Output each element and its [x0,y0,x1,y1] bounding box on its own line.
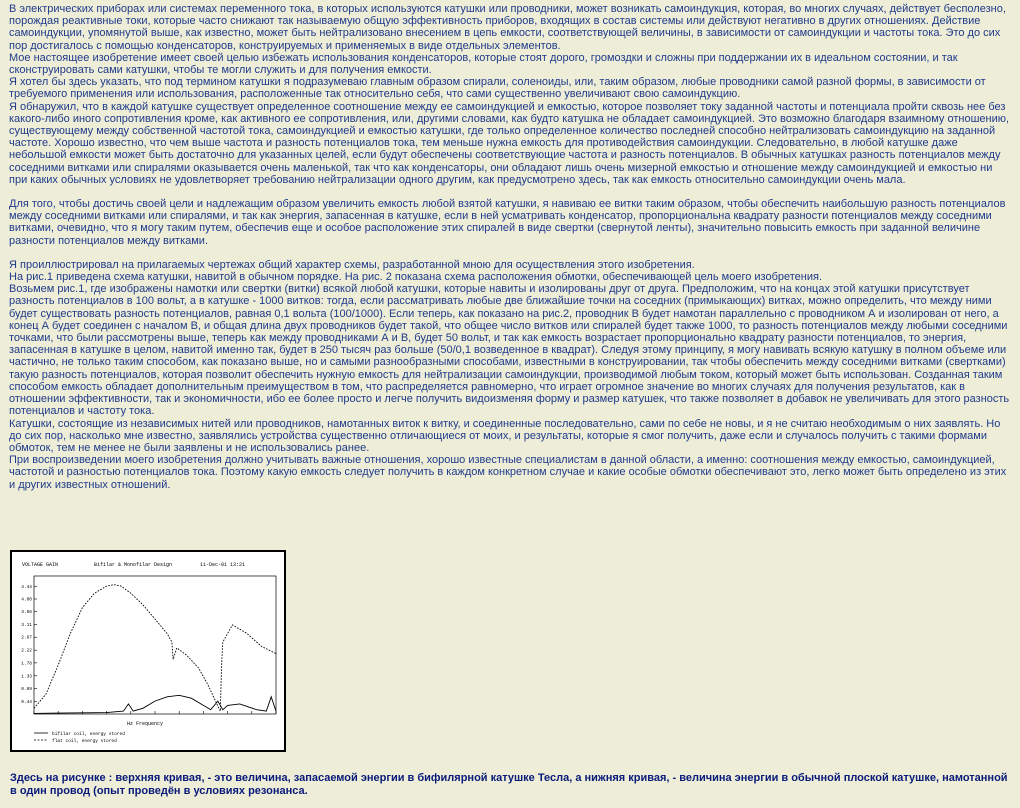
chart-header-left: VOLTAGE GAIN [22,562,59,568]
paragraph: Я проиллюстрировал на прилагаемых чертежах общий характер схемы, разработанной мною для осуществления этого изобретения. [9,258,695,271]
paragraph-gap [9,186,1013,198]
y-tick-label: 4.00 [21,597,32,603]
y-tick-label: 3.56 [21,610,32,616]
legend-label: flat coil, energy stored [52,739,117,744]
paragraph: Мое настоящее изобретение имеет своей целью избежать использования конденсаторов, которые стоят дорого, громоздки и сложны при поддержании их в идеальном состоянии, и так сконструировать сами катушки, чтобы те могли служить и для получения емкости. [9,51,958,77]
voltage-gain-chart [12,552,284,750]
y-tick-label: 2.67 [21,635,32,641]
paragraph: Возьмем рис.1, где изображены намотки или свертки (витки) всякой любой катушки, которые навиты и изолированы друг от друга. Предположим, что на концах этой катушки присутствует разность потенциалов в 100 вольт, а в катушке - 1000 витков: тогда, если рассматривать любые две ближайшие точки на соседних (примыкающих) витках, можно определить, что между ними будет существовать разность потенциалов, равная 0,1 вольта (100/1000). Если теперь, как показано на рис.2, проводник В будет намотан параллельно с проводником А и изолирован от него, а конец А будет соединен с началом В, и общая длина двух проводников будет такой, что общее число витков или спиралей будет также 1000, то разность потенциалов между любыми соседними точками, что были рассмотрены выше, теперь как между проводниками А и В, будет 50 вольт, и так как емкость возрастает пропорционально квадрату разности потенциалов, то энергия, запасенная в катушке в целом, навитой именно так, будет в 250 тысяч раз больше (50/0,1 возведенное в квадрат). Следуя этому принципу, я могу навивать всякую катушку в полном объеме или частично, не только таким способом, как показано выше, но и самыми разнообразными способами, известными в конструировании, так чтобы обеспечить между соседними витками (свертками) такую разность потенциалов, которая позволит обеспечить нужную емкость для нейтрализации самоиндукции, производимой любым током, который может быть использован. Созданная таким способом емкость обладает дополнительным преимуществом в том, что распределяется равномерно, что играет огромное значение во многих случаях для получения результатов, как в отношении эффективности, так и экономичности, ибо ее более просто и легче получить видоизменяя форму и размер катушек, что также позволяет в добавок не увеличивать для этого разность потенциалов и частоту тока. [9,283,1010,418]
y-tick-label: 3.11 [21,623,32,629]
y-tick-label: 2.22 [21,648,32,654]
legend-label: bifilar coil, energy stored [52,732,125,737]
paragraph: В электрических приборах или системах переменного тока, в которых используются катушки или проводники, может возникать самоиндукция, которая, во многих случаях, действует бесполезно, порождая реактивные токи, которые часто снижают так называемую общую эффективность приборов, входящих в состав системы или действуют негативно в других отношениях. Действие самоиндукции, упомянутой выше, как известно, может быть нейтрализовано внесением в цепь емкости, соответствующей величины, в зависимости от самоиндукции и частоты тока. Это до сих пор достигалось с помощью конденсаторов, конструируемых и применяемых в виде отдельных элементов. [9,3,1006,52]
y-tick-label: 1.78 [21,661,32,667]
y-tick-label: 4.44 [21,584,32,590]
voltage-gain-figure [10,550,286,752]
x-axis-label: Hz Frequency [127,721,164,727]
series-line-bifilar [34,585,276,712]
paragraph: Я хотел бы здесь указать, что под термином катушки я подразумеваю главным образом спирали, соленоиды, или, таким образом, любые проводники самой разной формы, в зависимости от требуемого применения или использования, расположенные так относительно себя, что сами существенно увеличивают свою самоиндукцию. [9,76,986,101]
plot-frame [34,576,276,714]
paragraph-gap [9,247,1013,259]
chart-header-title: Bifilar & Monofilar Design [94,562,173,568]
paragraph: Я обнаружил, что в каждой катушке существует определенное соотношение между ее самоиндукцией и емкостью, которое позволяет току заданной частоты и потенциала пройти сквозь нее без какого-либо иного сопротивления кроме, как активного ее сопротивления, или, другими словами, как будто катушка не обладает самоиндукцией. Это возможно благодаря взаимному отношению, существующему между собственной частотой тока, самоиндукцией и емкостью катушки, где только определенное количество последней способно нейтрализовать самоиндукцию на заданной частоте. Хорошо известно, что чем выше частота и разность потенциалов тока, тем меньше нужна емкость для противодействия самоиндукции. Следовательно, в любой катушке даже небольшой емкости может быть достаточно для указанных целей, если будут обеспечены соответствующие частота и разность потенциалов. В обычных катушках разность потенциалов между соседними витками или спиралями оказывается очень маленькой, так что как конденсаторы, они обладают лишь очень мизерной емкостью и отношение между самоиндукцией и емкостью ни при каких обычных условиях не удовлетворяет требованию нейтрализации одного другим, как предусмотрено здесь, так как емкость относительно самоиндукции очень мала. [9,100,1010,186]
y-tick-label: 1.33 [21,674,32,680]
y-tick-label: 0.89 [21,686,32,692]
chart-header-date: 11-Dec-01 13:21 [200,562,246,568]
article-body [9,3,1013,491]
y-tick-label: 0.44 [21,699,32,705]
paragraph: Для того, чтобы достичь своей цели и надлежащим образом увеличить емкость любой взятой катушки, я навиваю ее витки таким образом, чтобы обеспечить наибольшую разность потенциалов между соседними витками или спиралями, и так как энергия, запасенная в катушке, если в ней усматривать конденсатор, пропорциональна квадрату разности потенциалов между соседними витками, очевидно, что я могу таким путем, обеспечив еще и особое расположение этих спиралей в виде свертки (свернутой ленты), значительно повысить емкость при заданной величине разности потенциалов между витками. [9,198,1006,247]
paragraph: На рис.1 приведена схема катушки, навитой в обычном порядке. На рис. 2 показана схема расположения обмотки, обеспечивающей цель моего изобретения. [9,271,823,284]
paragraph: При воспроизведении моего изобретения должно учитывать важные отношения, хорошо известные специалистам в данной области, а именно: соотношения между емкостью, самоиндукцией, частотой и разностью потенциалов тока. Поэтому какую емкость следует получить в каждом конкретном случае и какие особые обмотки обеспечивают это, легко может быть определено из этих и других известных отношений. [9,454,1007,491]
series-line-flat [34,695,276,713]
figure-caption: Здесь на рисунке : верхняя кривая, - это величина, запасаемой энергии в бифилярной катушке Тесла, а нижняя кривая, - величина энергии в обычной плоской катушке, намотанной в один провод (опыт проведён в условиях резонанса. [10,772,1008,797]
paragraph: Катушки, состоящие из независимых нитей или проводников, намотанных виток к витку, и соединенные последовательно, сами по себе не новы, и я не считаю необходимым о них заявлять. Но до сих пор, насколько мне известно, заявлялись устройства существенно отличающиеся от моих, и результаты, которые я смог получить, даже если и случалось получить с такими формами обмоток, тем не менее не были заявлены и не использовались ранее. [9,417,1001,454]
